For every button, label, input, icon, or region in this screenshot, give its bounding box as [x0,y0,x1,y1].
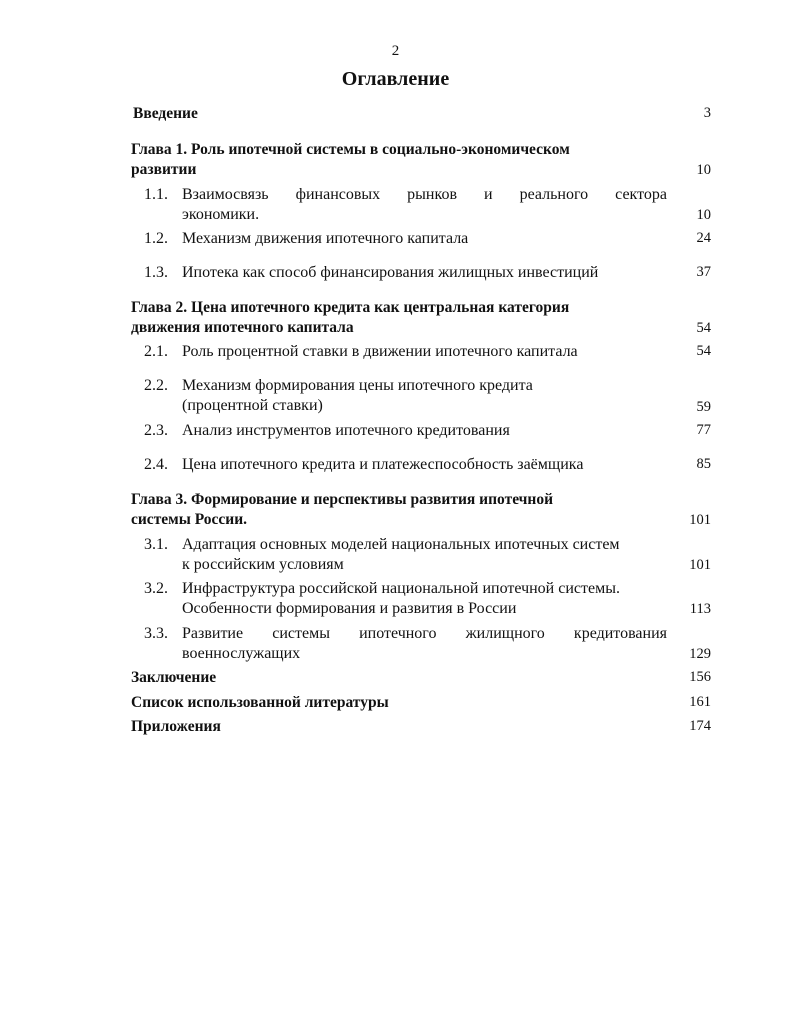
toc-ch2-page: 54 [696,320,711,336]
toc-ch2-s4-line1: Цена ипотечного кредита и платежеспособность заёмщика [182,456,584,473]
toc-ch3-s1-line1: Адаптация основных моделей национальных ипотечных систем [182,536,620,553]
toc-ch2-s2-line2: (процентной ставки) [182,397,323,414]
toc-ch1-title-line1: Глава 1. Роль ипотечной системы в социально-экономическом [131,141,570,158]
toc-ch3-s1-page: 101 [689,557,711,573]
toc-ch1-s2-page: 24 [696,230,711,246]
toc-ch1-s2-num: 1.2. [144,230,168,247]
toc-ch1-s3-page: 37 [696,264,711,280]
toc-ch1-s3-line1: Ипотека как способ финансирования жилищных инвестиций [182,264,599,281]
toc-ch2-s3-page: 77 [696,422,711,438]
toc-appendices-page: 174 [689,718,711,734]
toc-ch2-s3-line1: Анализ инструментов ипотечного кредитования [182,422,510,439]
toc-ch1-page: 10 [696,162,711,178]
toc-ch3-s3-line1: Развитие системы ипотечного жилищного кредитования [182,625,667,642]
toc-ch3-s3-line2: военнослужащих [182,645,301,662]
toc-ch3-s2-line1: Инфраструктура российской национальной ипотечной системы. [182,580,620,597]
toc-ch1-s1-num: 1.1. [144,186,168,203]
toc-ch3-s2-line2: Особенности формирования и развития в России [182,600,517,617]
toc-conclusion-page: 156 [689,669,711,685]
toc-ch3-title-line1: Глава 3. Формирование и перспективы развития ипотечной [131,491,554,508]
toc-ch2-title-line1: Глава 2. Цена ипотечного кредита как центральная категория [131,299,570,316]
toc-ch1-title-line2: развитии [131,161,197,178]
page-title: Оглавление [341,68,450,90]
toc-ch2-s1-page: 54 [696,343,711,359]
toc-ch3-s1-num: 3.1. [144,536,168,553]
toc-ch1-s1-line1: Взаимосвязь финансовых рынков и реального сектора [182,186,667,203]
toc-ch2-s2-line1: Механизм формирования цены ипотечного кредита [182,377,533,394]
toc-ch1-s3-num: 1.3. [144,264,168,281]
toc-ch2-s2-num: 2.2. [144,377,168,394]
toc-conclusion-label: Заключение [131,669,217,686]
toc-ch1-s1-page: 10 [696,207,711,223]
toc-ch2-s4-num: 2.4. [144,456,168,473]
toc-ch2-s2-page: 59 [696,399,711,415]
toc-references-label: Список использованной литературы [131,694,389,711]
toc-ch3-s3-page: 129 [689,646,711,662]
toc-intro-label: Введение [133,105,198,122]
toc-ch3-page: 101 [689,512,711,528]
toc-ch3-s1-line2: к российским условиям [182,556,344,573]
toc-ch2-s4-page: 85 [696,456,711,472]
toc-references-page: 161 [689,694,711,710]
toc-ch3-s2-num: 3.2. [144,580,168,597]
toc-ch3-title-line2: системы России. [131,511,248,528]
toc-intro-page: 3 [703,105,711,121]
toc-ch2-title-line2: движения ипотечного капитала [131,319,354,336]
page-number: 2 [391,43,400,59]
toc-appendices-label: Приложения [131,718,221,735]
toc-ch3-s2-page: 113 [689,601,711,617]
toc-ch2-s3-num: 2.3. [144,422,168,439]
toc-ch2-s1-line1: Роль процентной ставки в движении ипотечного капитала [182,343,578,360]
toc-ch1-s1-line2: экономики. [182,206,260,223]
toc-ch2-s1-num: 2.1. [144,343,168,360]
toc-ch1-s2-line1: Механизм движения ипотечного капитала [182,230,469,247]
toc-ch3-s3-num: 3.3. [144,625,168,642]
